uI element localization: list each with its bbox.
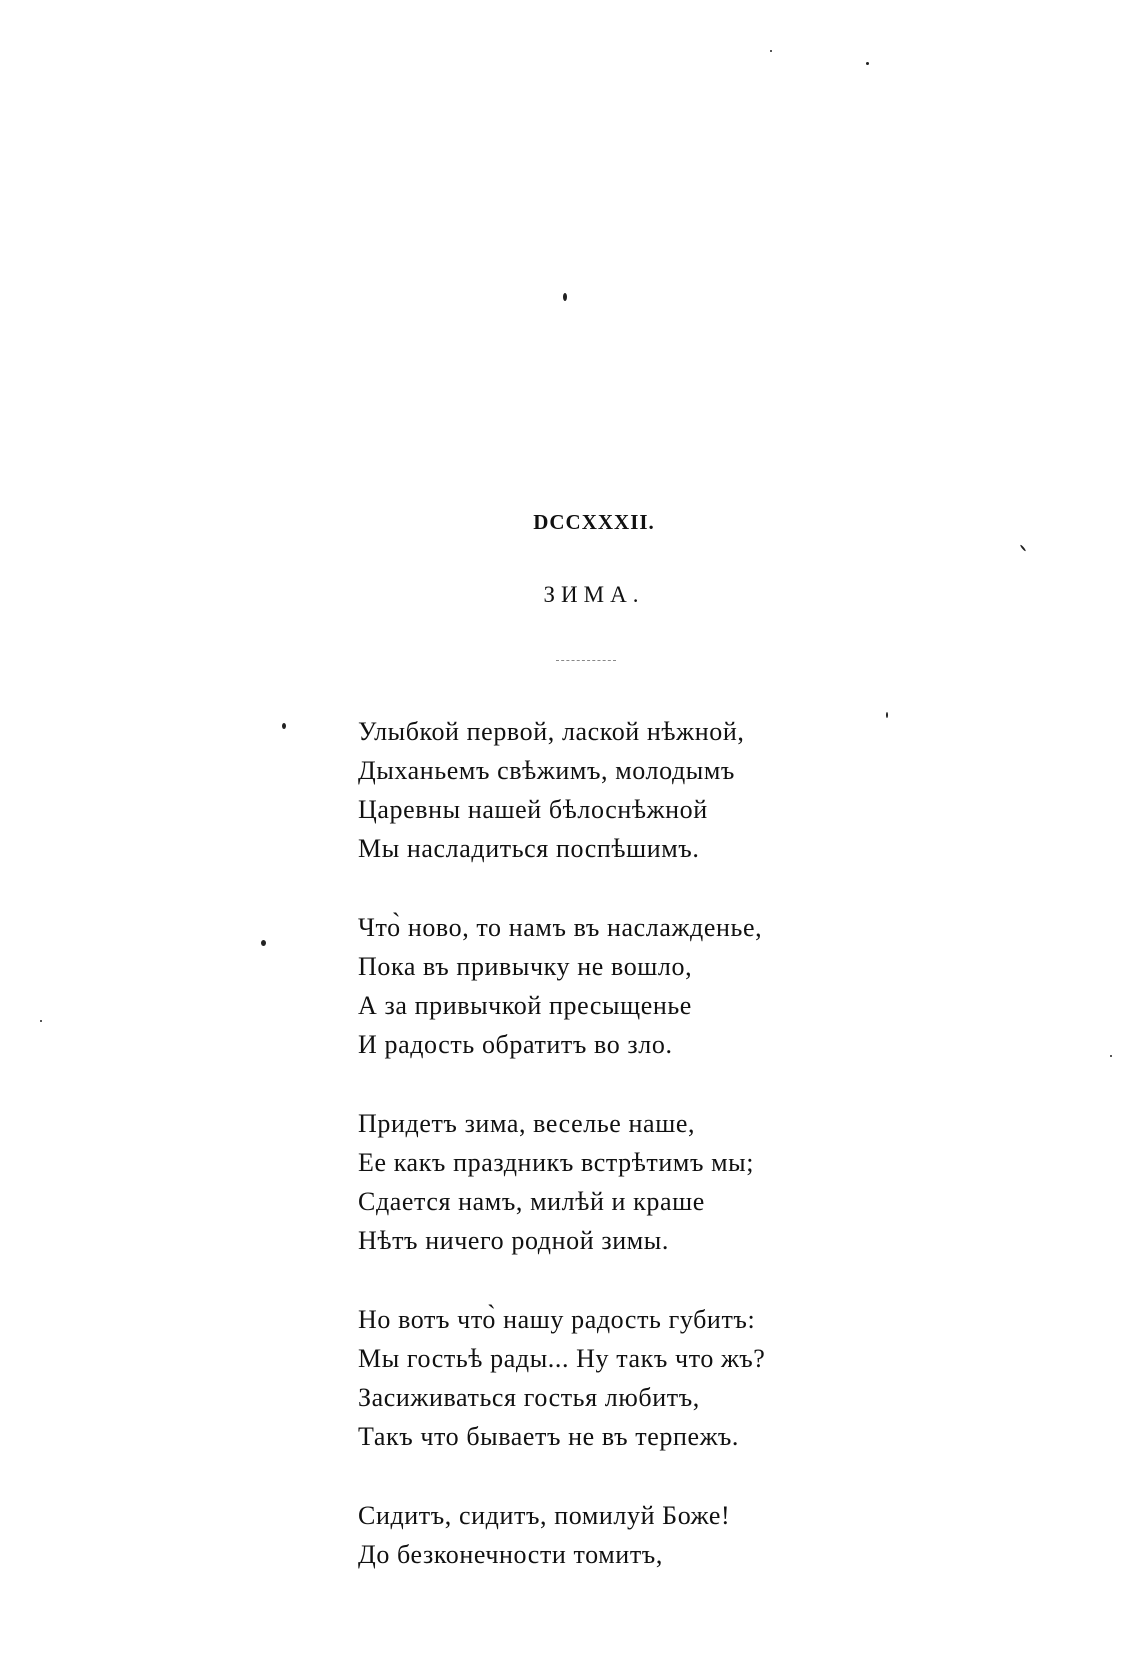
scan-speck bbox=[770, 50, 772, 52]
poem-line: Дыханьемъ свѣжимъ, молодымъ bbox=[358, 756, 735, 785]
poem-body bbox=[358, 712, 918, 1614]
poem-line: Придетъ зима, веселье наше, bbox=[358, 1109, 696, 1138]
scan-speck bbox=[40, 1020, 42, 1022]
poem-line: И радость обратитъ во зло. bbox=[358, 1030, 673, 1059]
poem-line: Нѣтъ ничего родной зимы. bbox=[358, 1226, 669, 1255]
poem-title: ЗИМА. bbox=[543, 582, 645, 607]
stanza bbox=[358, 1300, 918, 1456]
stanza bbox=[358, 712, 918, 868]
scan-speck bbox=[866, 62, 869, 65]
poem-line: Сидитъ, сидитъ, помилуй Боже! bbox=[358, 1501, 731, 1530]
title-ornament-rule bbox=[556, 660, 616, 661]
poem-line: Сдается намъ, милѣй и краше bbox=[358, 1187, 705, 1216]
poem-line: Улыбкой первой, лаской нѣжной, bbox=[358, 717, 745, 746]
poem-line: Что̀ ново, то намъ въ наслажденье, bbox=[358, 913, 763, 942]
poem-line: Засиживаться гостья любитъ, bbox=[358, 1383, 700, 1412]
poem-number: DCCXXXII. bbox=[533, 510, 655, 534]
poem-line: Мы гостьѣ рады... Ну такъ что жъ? bbox=[358, 1344, 766, 1373]
stanza bbox=[358, 1104, 918, 1260]
scan-speck bbox=[1020, 544, 1027, 551]
scan-speck bbox=[261, 940, 266, 946]
poem-line: Пока въ привычку не вошло, bbox=[358, 952, 693, 981]
stanza bbox=[358, 908, 918, 1064]
scan-speck bbox=[1110, 1055, 1112, 1057]
scan-speck bbox=[282, 723, 286, 729]
poem-line: Такъ что бываетъ не въ терпежъ. bbox=[358, 1422, 740, 1451]
poem-line: Но вотъ что̀ нашу радость губитъ: bbox=[358, 1305, 756, 1334]
poem-line: Мы насладиться поспѣшимъ. bbox=[358, 834, 700, 863]
poem-line: Ее какъ праздникъ встрѣтимъ мы; bbox=[358, 1148, 755, 1177]
poem-line: До безконечности томитъ, bbox=[358, 1540, 663, 1569]
poem-line: Царевны нашей бѣлоснѣжной bbox=[358, 795, 708, 824]
stanza bbox=[358, 1496, 918, 1574]
scan-speck bbox=[563, 293, 567, 301]
poem-line: А за привычкой пресыщенье bbox=[358, 991, 692, 1020]
